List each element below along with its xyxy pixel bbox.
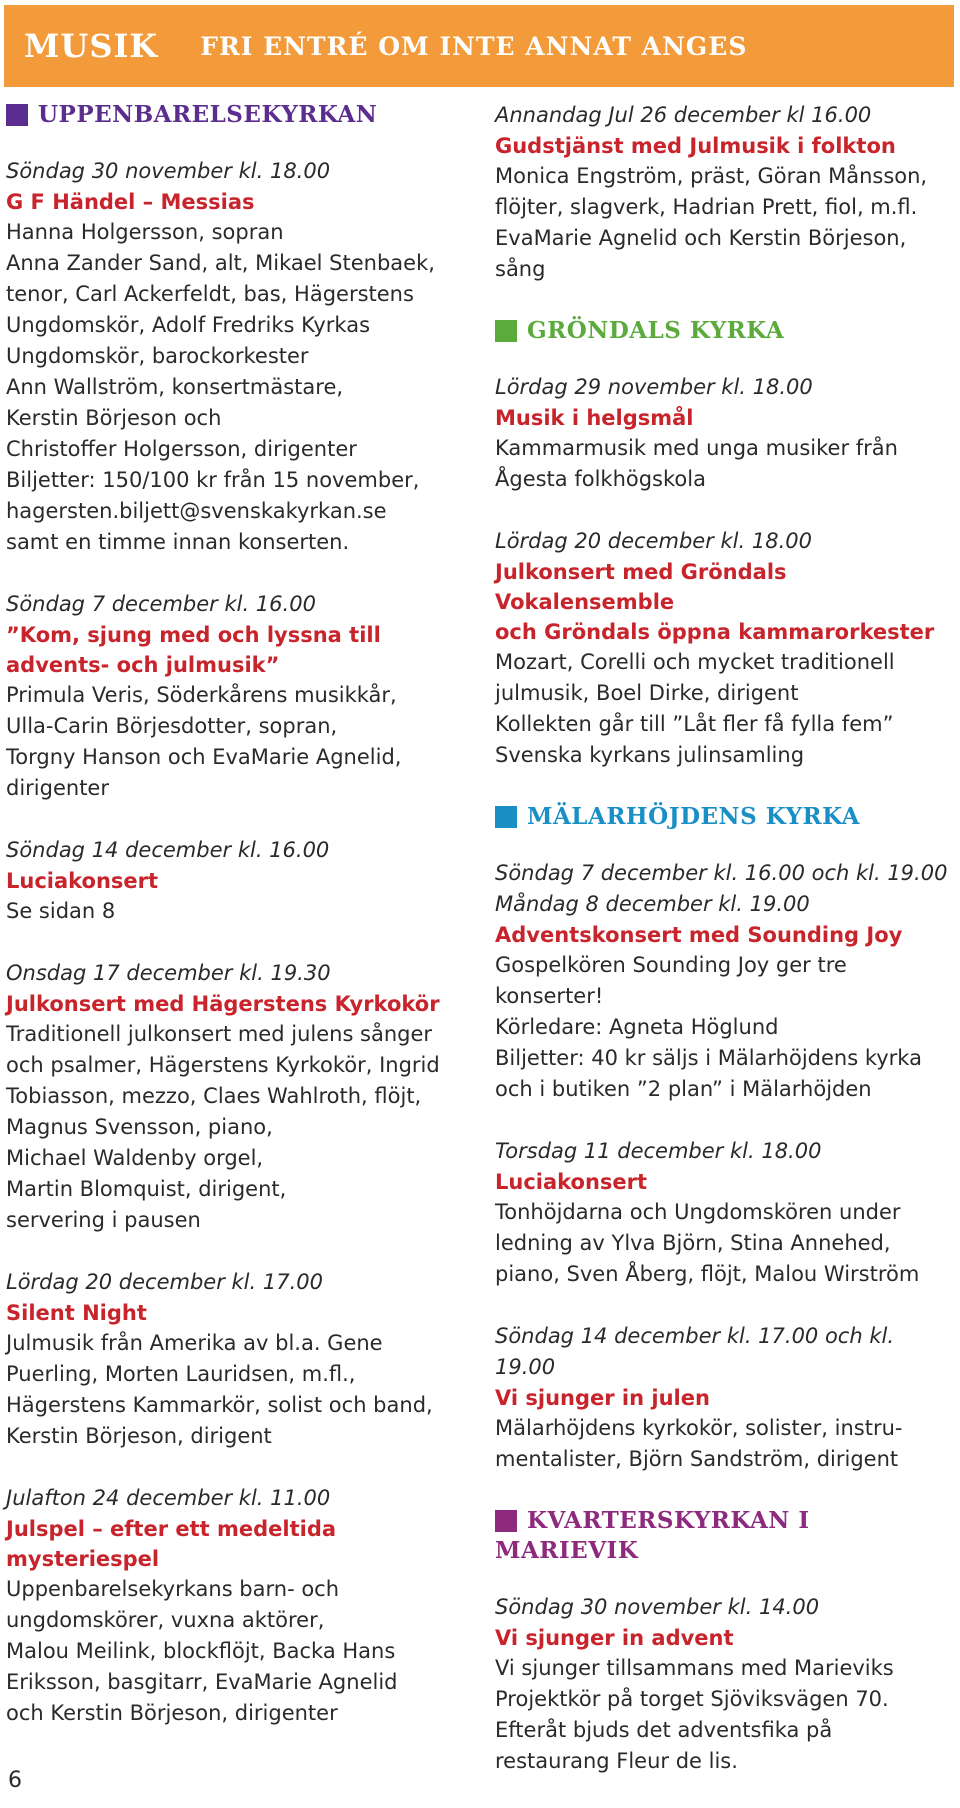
event-title: G F Händel – Messias [6, 190, 255, 214]
event-title: Julspel – efter ett medeltida [6, 1517, 337, 1541]
event-line: konserter! [495, 984, 604, 1008]
event-line: Malou Meilink, blockflöjt, Backa Hans [6, 1639, 396, 1663]
event-title: advents- och julmusik” [6, 653, 280, 677]
event-line: Ann Wallström, konsertmästare, [6, 375, 344, 399]
event-date: Söndag 7 december kl. 16.00 och kl. 19.00 [495, 861, 948, 885]
event-date: Annandag Jul 26 december kl 16.00 [495, 103, 872, 127]
event-line: ungdomskörer, vuxna aktörer, [6, 1608, 325, 1632]
event-line: och psalmer, Hägerstens Kyrkokör, Ingrid [6, 1053, 440, 1077]
event-luciakonsert [6, 835, 476, 927]
event-title: Silent Night [6, 1301, 147, 1325]
event-line: Vi sjunger tillsammans med Marieviks [495, 1656, 894, 1680]
event-line: Projektkör på torget Sjöviksvägen 70. [495, 1687, 889, 1711]
event-messias [6, 156, 476, 558]
banner-subtitle: FRI ENTRÉ OM INTE ANNAT ANGES [200, 31, 748, 61]
event-line: Kammarmusik med unga musiker från [495, 436, 898, 460]
event-line: Michael Waldenby orgel, [6, 1146, 264, 1170]
event-line: Magnus Svensson, piano, [6, 1115, 273, 1139]
event-line: EvaMarie Agnelid och Kerstin Börjeson, [495, 226, 907, 250]
event-date: Måndag 8 december kl. 19.00 [495, 892, 810, 916]
event-line: flöjter, slagverk, Hadrian Prett, fiol, m.fl. [495, 195, 918, 219]
event-musik-i-helgsmal [495, 372, 957, 495]
event-line: Julmusik från Amerika av bl.a. Gene [6, 1331, 383, 1355]
event-date: Söndag 30 november kl. 18.00 [6, 159, 331, 183]
event-julkonsert-vokalensemble [495, 526, 957, 771]
square-bullet-icon [495, 320, 517, 342]
event-vi-sjunger-in-julen [495, 1321, 957, 1475]
event-line: Svenska kyrkans julinsamling [495, 743, 805, 767]
event-date: Onsdag 17 december kl. 19.30 [6, 961, 331, 985]
event-line: Körledare: Agneta Höglund [495, 1015, 779, 1039]
event-line: Martin Blomquist, dirigent, [6, 1177, 287, 1201]
event-line: restaurang Fleur de lis. [495, 1749, 738, 1773]
event-line: Efteråt bjuds det adventsfika på [495, 1718, 833, 1742]
event-line: sång [495, 257, 546, 281]
event-title: Vi sjunger in advent [495, 1626, 734, 1650]
church-heading-uppenbarelsekyrkan [6, 100, 476, 130]
church-heading-malarhojdens-kyrka [495, 802, 957, 832]
event-title: Gudstjänst med Julmusik i folkton [495, 134, 896, 158]
event-line: Hanna Holgersson, sopran [6, 220, 284, 244]
event-julspel [6, 1483, 476, 1729]
church-name [495, 1506, 810, 1566]
event-date: Lördag 29 november kl. 18.00 [495, 375, 813, 399]
event-vi-sjunger-in-advent [495, 1592, 957, 1777]
event-line: Ågesta folkhögskola [495, 467, 706, 491]
event-title: ”Kom, sjung med och lyssna till [6, 623, 381, 647]
event-line: Biljetter: 150/100 kr från 15 november, [6, 468, 420, 492]
event-line: samt en timme innan konserten. [6, 530, 350, 554]
event-line: servering i pausen [6, 1208, 201, 1232]
event-title: Musik i helgsmål [495, 406, 694, 430]
event-line: Ulla-Carin Börjesdotter, sopran, [6, 714, 338, 738]
square-bullet-icon [6, 104, 28, 126]
event-date: Julafton 24 december kl. 11.00 [6, 1486, 331, 1510]
church-name: MÄLARHÖJDENS KYRKA [527, 803, 861, 830]
event-line: och Kerstin Börjeson, dirigenter [6, 1701, 338, 1725]
event-line: Hägerstens Kammarkör, solist och band, [6, 1393, 433, 1417]
church-name: UPPENBARELSEKYRKAN [38, 101, 378, 128]
ticket-email: hagersten.biljett@svenskakyrkan.se [6, 499, 387, 523]
page-number: 6 [8, 1768, 22, 1793]
event-line: och i butiken ”2 plan” i Mälarhöjden [495, 1077, 872, 1101]
church-heading-grondals-kyrka [495, 316, 957, 346]
event-line: tenor, Carl Ackerfeldt, bas, Hägerstens [6, 282, 414, 306]
event-title: Julkonsert med Hägerstens Kyrkokör [6, 992, 440, 1016]
event-date: Söndag 14 december kl. 17.00 och kl. 19.00 [495, 1324, 895, 1379]
event-line: Anna Zander Sand, alt, Mikael Stenbaek, [6, 251, 435, 275]
event-title: Luciakonsert [6, 869, 159, 893]
church-name-line: MARIEVIK [495, 1537, 639, 1564]
event-title: Adventskonsert med Sounding Joy [495, 923, 903, 947]
event-title: Luciakonsert [495, 1170, 648, 1194]
event-date: Lördag 20 december kl. 18.00 [495, 529, 812, 553]
event-gudstjanst-folkton [495, 100, 957, 285]
left-column [6, 100, 476, 1760]
event-adventskonsert-sounding-joy [495, 858, 957, 1105]
event-title: Vi sjunger in julen [495, 1386, 710, 1410]
right-column [495, 100, 957, 1808]
event-line: julmusik, Boel Dirke, dirigent [495, 681, 799, 705]
event-line: Puerling, Morten Lauridsen, m.fl., [6, 1362, 356, 1386]
event-line: Tonhöjdarna och Ungdomskören under [495, 1200, 901, 1224]
event-line: dirigenter [6, 776, 109, 800]
square-bullet-icon [495, 1510, 517, 1532]
event-line: Kerstin Börjeson, dirigent [6, 1424, 272, 1448]
event-line: Primula Veris, Söderkårens musikkår, [6, 683, 397, 707]
event-date: Lördag 20 december kl. 17.00 [6, 1270, 323, 1294]
church-name-line: KVARTERSKYRKAN I [527, 1507, 810, 1534]
event-date: Söndag 14 december kl. 16.00 [6, 838, 330, 862]
event-line: Ungdomskör, Adolf Fredriks Kyrkas [6, 313, 371, 337]
event-line: Biljetter: 40 kr säljs i Mälarhöjdens kyrka [495, 1046, 922, 1070]
event-line: Gospelkören Sounding Joy ger tre [495, 953, 847, 977]
event-title: mysteriespel [6, 1547, 160, 1571]
event-line: Ungdomskör, barockorkester [6, 344, 309, 368]
event-silent-night [6, 1267, 476, 1452]
event-line: Kollekten går till ”Låt fler få fylla fem” [495, 712, 894, 736]
event-line: Traditionell julkonsert med julens sånger [6, 1022, 433, 1046]
event-line: Kerstin Börjeson och [6, 406, 222, 430]
event-date: Söndag 30 november kl. 14.00 [495, 1595, 820, 1619]
event-line: Monica Engström, präst, Göran Månsson, [495, 164, 928, 188]
event-julkonsert-kyrkokor [6, 958, 476, 1236]
event-kom-sjung [6, 589, 476, 804]
church-name: GRÖNDALS KYRKA [527, 317, 785, 344]
event-line: piano, Sven Åberg, flöjt, Malou Wirström [495, 1262, 920, 1286]
event-line: Mälarhöjdens kyrkokör, solister, instru- [495, 1416, 903, 1440]
banner-title: MUSIK [24, 27, 159, 65]
event-title: och Gröndals öppna kammarorkester [495, 620, 935, 644]
event-luciakonsert-malarhojden [495, 1136, 957, 1290]
event-line: ledning av Ylva Björn, Stina Annehed, [495, 1231, 891, 1255]
event-line: Torgny Hanson och EvaMarie Agnelid, [6, 745, 402, 769]
event-line: mentalister, Björn Sandström, dirigent [495, 1447, 899, 1471]
event-line: Christoffer Holgersson, dirigenter [6, 437, 357, 461]
church-heading-kvarterskyrkan-marievik [495, 1506, 957, 1566]
event-line: Eriksson, basgitarr, EvaMarie Agnelid [6, 1670, 398, 1694]
square-bullet-icon [495, 806, 517, 828]
event-line: Uppenbarelsekyrkans barn- och [6, 1577, 340, 1601]
event-line: Tobiasson, mezzo, Claes Wahlroth, flöjt, [6, 1084, 422, 1108]
event-line: Mozart, Corelli och mycket traditionell [495, 650, 895, 674]
event-date: Torsdag 11 december kl. 18.00 [495, 1139, 822, 1163]
section-banner [4, 5, 954, 87]
event-title: Julkonsert med Gröndals Vokalensemble [495, 560, 787, 614]
event-line: Se sidan 8 [6, 899, 116, 923]
event-date: Söndag 7 december kl. 16.00 [6, 592, 316, 616]
